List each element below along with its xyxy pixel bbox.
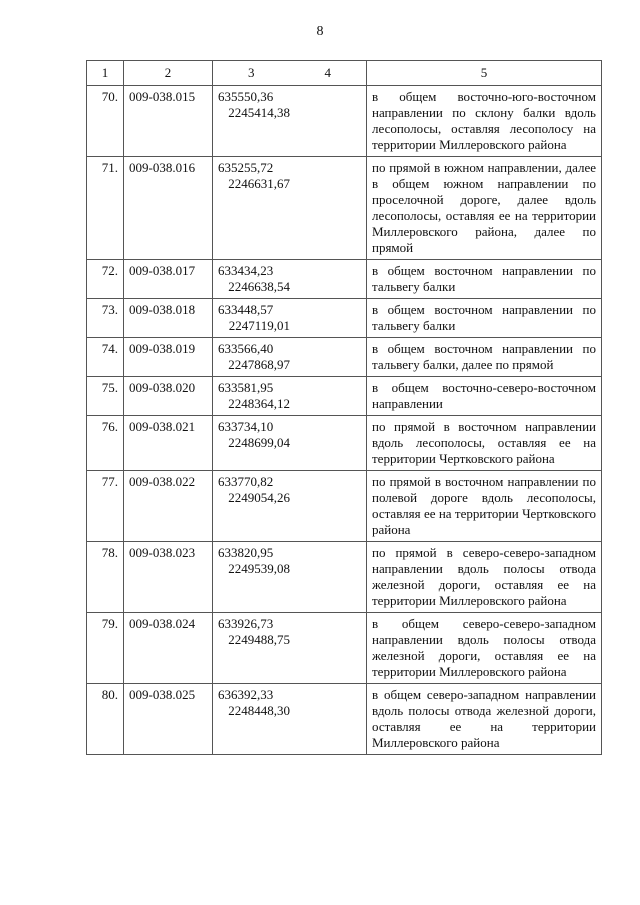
row-number: 80. xyxy=(87,684,124,755)
point-code: 009-038.020 xyxy=(124,377,213,416)
coordinates xyxy=(213,338,367,377)
coordinate-y: 2249488,75 xyxy=(228,632,290,647)
coordinate-x: 635255,72 xyxy=(218,160,274,175)
coordinate-y: 2247868,97 xyxy=(228,357,290,372)
point-code: 009-038.019 xyxy=(124,338,213,377)
point-code: 009-038.016 xyxy=(124,157,213,260)
table-row xyxy=(87,377,602,416)
point-code: 009-038.017 xyxy=(124,260,213,299)
boundary-description: по прямой в южном направлении, далее в общем южном направлении по проселочной дороге, далее вдоль лесополосы, оставляя ее на территории Миллеровского района, далее по прямой xyxy=(367,157,602,260)
table-row xyxy=(87,613,602,684)
coordinate-y: 2247119,01 xyxy=(228,318,290,333)
coordinate-x: 633566,40 xyxy=(218,341,274,356)
table-row xyxy=(87,86,602,157)
coordinate-y: 2249539,08 xyxy=(228,561,290,576)
coordinate-y: 2245414,38 xyxy=(228,105,290,120)
point-code: 009-038.025 xyxy=(124,684,213,755)
coordinate-x: 633770,82 xyxy=(218,474,274,489)
row-number: 78. xyxy=(87,542,124,613)
boundary-description: по прямой в северо-северо-западном направлении вдоль полосы отвода железной дороги, оставляя ее на территории Миллеровского района xyxy=(367,542,602,613)
table-row xyxy=(87,684,602,755)
point-code: 009-038.018 xyxy=(124,299,213,338)
point-code: 009-038.015 xyxy=(124,86,213,157)
coordinate-y: 2248364,12 xyxy=(228,396,290,411)
row-number: 72. xyxy=(87,260,124,299)
coordinate-x: 633434,23 xyxy=(218,263,274,278)
boundary-description: в общем восточно-юго-восточном направлении по склону балки вдоль лесополосы, оставляя лесополосу на территории Миллеровского района xyxy=(367,86,602,157)
header-col-5: 5 xyxy=(367,61,602,86)
coordinate-y: 2248699,04 xyxy=(228,435,290,450)
coordinate-x: 633734,10 xyxy=(218,419,274,434)
coordinates xyxy=(213,613,367,684)
coordinate-x: 635550,36 xyxy=(218,89,274,104)
table-row xyxy=(87,542,602,613)
table-row xyxy=(87,338,602,377)
table-row xyxy=(87,157,602,260)
point-code: 009-038.023 xyxy=(124,542,213,613)
coordinate-x: 633581,95 xyxy=(218,380,274,395)
point-code: 009-038.024 xyxy=(124,613,213,684)
coordinates xyxy=(213,471,367,542)
coordinate-x: 633448,57 xyxy=(218,302,274,317)
page-number: 8 xyxy=(316,24,324,39)
coordinates xyxy=(213,86,367,157)
row-number: 74. xyxy=(87,338,124,377)
coordinate-y: 2246638,54 xyxy=(228,279,290,294)
table-header-row xyxy=(87,61,602,86)
coordinate-y: 2249054,26 xyxy=(228,490,290,505)
header-col-2: 2 xyxy=(124,61,213,86)
row-number: 70. xyxy=(87,86,124,157)
coordinates xyxy=(213,260,367,299)
row-number: 73. xyxy=(87,299,124,338)
boundary-points-table xyxy=(86,60,602,755)
coordinate-x: 633820,95 xyxy=(218,545,274,560)
boundary-description: в общем восточном направлении по тальвегу балки xyxy=(367,299,602,338)
table-row xyxy=(87,260,602,299)
point-code: 009-038.021 xyxy=(124,416,213,471)
coordinates xyxy=(213,299,367,338)
row-number: 75. xyxy=(87,377,124,416)
coordinates xyxy=(213,416,367,471)
coordinates xyxy=(213,542,367,613)
boundary-description: в общем восточном направлении по тальвегу балки xyxy=(367,260,602,299)
coordinate-y: 2246631,67 xyxy=(228,176,290,191)
row-number: 77. xyxy=(87,471,124,542)
row-number: 76. xyxy=(87,416,124,471)
coordinate-x: 636392,33 xyxy=(218,687,274,702)
coordinate-x: 633926,73 xyxy=(218,616,274,631)
header-col-3: 3 xyxy=(248,65,255,80)
row-number: 79. xyxy=(87,613,124,684)
coordinates xyxy=(213,684,367,755)
boundary-description: в общем северо-северо-западном направлении вдоль полосы отвода железной дороги, оставляя ее на территории Миллеровского района xyxy=(367,613,602,684)
table-row xyxy=(87,416,602,471)
boundary-description: по прямой в восточном направлении вдоль лесополосы, оставляя ее на территории Чертковского района xyxy=(367,416,602,471)
header-col-1: 1 xyxy=(87,61,124,86)
coordinates xyxy=(213,157,367,260)
row-number: 71. xyxy=(87,157,124,260)
point-code: 009-038.022 xyxy=(124,471,213,542)
header-col-4: 4 xyxy=(324,65,331,80)
table-row xyxy=(87,299,602,338)
boundary-description: по прямой в восточном направлении по полевой дороге вдоль лесополосы, оставляя ее на территории Чертковского района xyxy=(367,471,602,542)
coordinate-y: 2248448,30 xyxy=(228,703,290,718)
boundary-description: в общем восточном направлении по тальвегу балки, далее по прямой xyxy=(367,338,602,377)
coordinates xyxy=(213,377,367,416)
table-row xyxy=(87,471,602,542)
boundary-description: в общем восточно-северо-восточном направлении xyxy=(367,377,602,416)
boundary-description: в общем северо-западном направлении вдоль полосы отвода железной дороги, оставляя ее на территории Миллеровского района xyxy=(367,684,602,755)
header-col-3-4 xyxy=(213,61,367,86)
